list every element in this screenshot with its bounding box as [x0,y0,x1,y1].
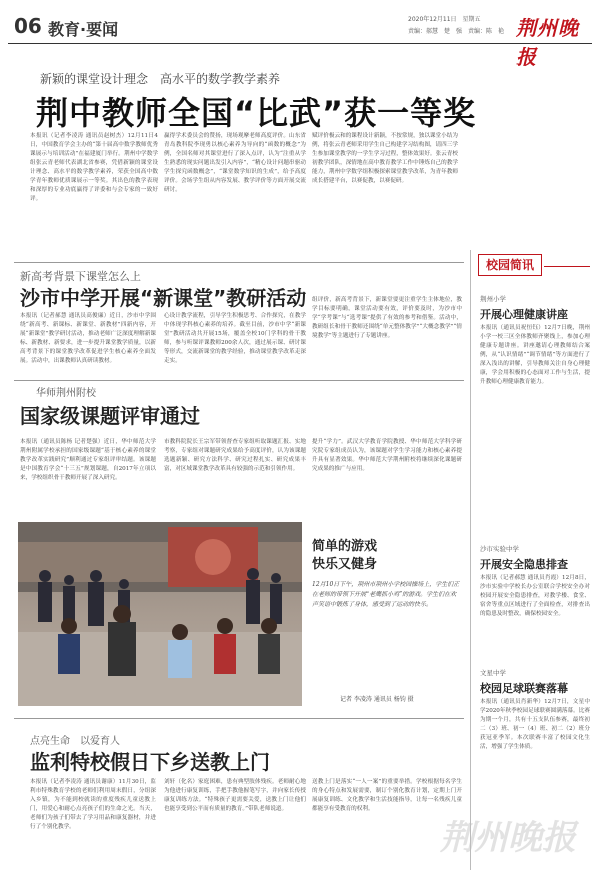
brief2-headline: 开展安全隐患排查 [480,558,568,571]
article3-col2: 市教科院院长王宗军带领督查专家组听取课题汇报、实地考察，专家组对课题研究成果给予高度评价，认为该课题选题新颖、研究方法科学、研究过程扎实、研究成果丰富，对区域课堂教学改革具有较强的示范和引领作用。 [164,439,306,472]
brief2-kicker: 沙市实验中学 [480,545,519,553]
newspaper-logo: 荆州晚报 [516,16,579,69]
article3-subtitle: 华师荆州附校 [36,388,96,399]
brief1-headline: 开展心理健康讲座 [480,308,568,321]
article4-headline: 监利特校假日下乡送教上门 [30,750,270,774]
brief1-body: 本报讯（通讯员祝恒钰）12月7日晚，荆州小学一校三区全体教师齐聚线上，参加心理健康专题讲座。讲座邀请心理教师结合案例，从“认识情绪”“调节情绪”等方面进行了深入浅出的讲解，引导教师关注自身心理健康，学会用积极的心态面对工作与生活，提升教师心理健康教育能力。 [480,325,590,385]
section-title: 教育·要闻 [48,20,119,39]
page-header [8,6,592,69]
caption-title-line: 快乐又健身 [312,557,378,572]
article1-col2: 赢得学术委员会的赞扬，现场观摩老师高度评价。山东省青岛教科院李现勇以核心素养为导向的“函数的概念”为例，全国名师对其课堂进行了深入点评，认为“注重从学生熟悉的现实问题出发引入内容”，“精心设计问题串驱动学生探究函数概念”，“课堂数学知识的生成”，给予高度评价。会场学生组从内容发展、教学评价等方面开展交流研讨。 [164,133,306,193]
article4-col3: 送教上门是落实“一人一案”的重要举措。学校根据每名学生的身心特点和发展需要，制订个别化教育计划，定期上门开展康复训练、文化教学和生活技能指导，让每一名残疾儿童都能享有受教育的权利。 [312,779,462,812]
campus-briefs-label: 校园简讯 [478,254,542,276]
divider [14,718,464,719]
article3-col3: 提升“学力”。武汉大学教育学院教授、华中师范大学科学研究院专家组成员认为，该课题对学生学习能力和核心素养提升具有显著效果。华中师范大学荆州附校将继续深化课题研究成果的推广与应用。 [312,439,462,472]
article4-subtitle: 点亮生命 以爱育人 [30,736,120,747]
divider [14,380,464,381]
article1-col1: 本报讯（记者李凌涛 通讯员赵树杰）12月11日4日，中国教育学会主办的“第十届高中数学教师优秀课展示与培训活动”在福建厦门举行。荆州中学数学组张云青老师代表湖北省参赛，凭借新颖的课堂设计理念、高水平的数学教学素养，荣获全国高中数学青年教师优质课展示一等奖。其出色的教学表现和深厚的专业功底赢得了评委和与会专家的一致好评。 [30,133,158,202]
campus-briefs-rule [544,266,590,267]
brief2-body: 本报讯（记者郝慧 通讯员肖霞）12月8日，沙市实验中学校长办公室联合学校安全办对校园开展安全隐患排查，对教学楼、食堂、宿舍等重点区域进行了全面检查，对排查出的隐患及时整改，确保校园安全。 [480,575,590,617]
brief1-kicker: 荆州小学 [480,295,506,303]
photo-caption-title [312,538,377,574]
brief3-kicker: 文星中学 [480,669,506,677]
brief3-headline: 校园足球联赛落幕 [480,682,568,695]
issue-date: 2020年12月11日 星期五 [408,16,481,23]
brief3-body: 本报讯（通讯员肖新华）12月7日，文星中学2020年秋季校园足球联赛圆满落幕。比赛为期一个月，共有十五支队伍参赛，最终初二（3）班、初一（4）班、初二（2）班分获冠亚季军。本次联赛丰富了校园文化生活，增强了学生体质。 [480,699,590,750]
article4-col2: 刘轩（化名）家庭困难，患有典型肢体残疾。老师耐心地为他进行康复训练，手把手教他握笔写字，并向家长传授康复训练方法。“特殊孩子更需要关爱，送教上门让他们也能享受到公平而有质量的教育。”带队老师说道。 [164,779,306,812]
article3-headline: 国家级课题评审通过 [20,404,200,428]
article2-col1: 本报讯（记者郝慧 通讯员高俊廉）近日，沙市中学围绕“新高考、新课标、新课堂、新教材”四新内容，开展“新课堂”教学研讨活动，推动老师广泛深度理解新课标、新教材、新要求，进一步提升课堂教学质量，以新高考背景下的课堂教学改革促进学生核心素养全面发展。活动中，出课教师认真研读教材。 [20,313,156,364]
children-playing-photo [18,522,302,706]
article1-subtitle: 新颖的课堂设计理念 高水平的数学教学素养 [40,72,281,86]
watermark: 荆州晚报 [440,818,576,858]
photo-caption-text: 12月10日下午，荆州市荆州小学校园操场上，学生们正在老师的带领下开展“老鹰抓小鸡”的游戏。学生们在欢声笑语中锻炼了身体，感受到了运动的快乐。 [312,581,460,608]
divider [14,262,464,263]
article2-col2: 心设计教学流程，引导学生积极思考、合作探究，在教学中体现学科核心素养的培养。截至目前，沙市中学“新课堂”教研活动共开展15场，覆盖全校10门学科的骨干教师，参与听课评课教师200余人次，通过展示课、研讨课等形式，交流新课堂的教学经验，推动课堂教学改革走深走实。 [164,313,306,364]
article3-col1: 本报讯（通讯员陈杨 记者楚强）近日，华中师范大学荆州附属学校承担的国家级课题“基于核心素养的课堂教学改革实践研究”顺利通过专家组评审结题。该课题是中国教育学会“十三五”规划课题，自2017年立项以来，学校组织骨干教师开展了深入研究。 [20,439,156,481]
article1-headline: 荆中教师全国“比武”获一等奖 [36,94,477,132]
column-divider [470,250,471,870]
article4-col1: 本报讯（记者李凌涛 通讯员谢康）11月30日，监利市特殊教育学校的老师们利用周末假日，分组深入乡镇，为不能到校就读的重度残疾儿童送教上门，用爱心和耐心点亮孩子们的生命之光。当天，老师们为孩子们带去了学习用品和康复器材，并进行了个别化教学。 [30,779,156,830]
article1-col3: 赋评价极云和的课程设计新颖，不按常规，独以课堂小结为例，将张云青老师采用学生自己构建学习结构图，请四三学生参加课堂教学的一学生学习过程，整体效果好。张云青校初教学团队，深情地在高中教育教学工作中锤炼自己的教学能力，荆州中学数学组积极探索课堂教学改革，为青年教师成长搭建平台，以赛促教，以赛促研。 [312,133,458,184]
photo-credit: 记者 李凌涛 通讯员 杨钧 摄 [340,696,414,703]
article2-subtitle: 新高考背景下课堂怎么上 [20,270,141,283]
editors-line: 责编：郝慧 楚 强 责编：陈 艳 [408,28,505,35]
article2-col3: 组评价，新高考背景下，新课堂要更注重学生主体地位，教学目标要明确，课堂活动要有效，评价要及时，为沙市中学“学考课”与“选考课”提供了有效的参考和借鉴。活动中，教研组长和骨干教师还围绕“单元整体教学”“大概念教学”“情境教学”等主题进行了专题讲座。 [312,297,462,339]
page-number: 06 [14,14,42,38]
caption-title-line: 简单的游戏 [312,539,378,554]
article2-headline: 沙市中学开展“新课堂”教研活动 [20,286,307,310]
